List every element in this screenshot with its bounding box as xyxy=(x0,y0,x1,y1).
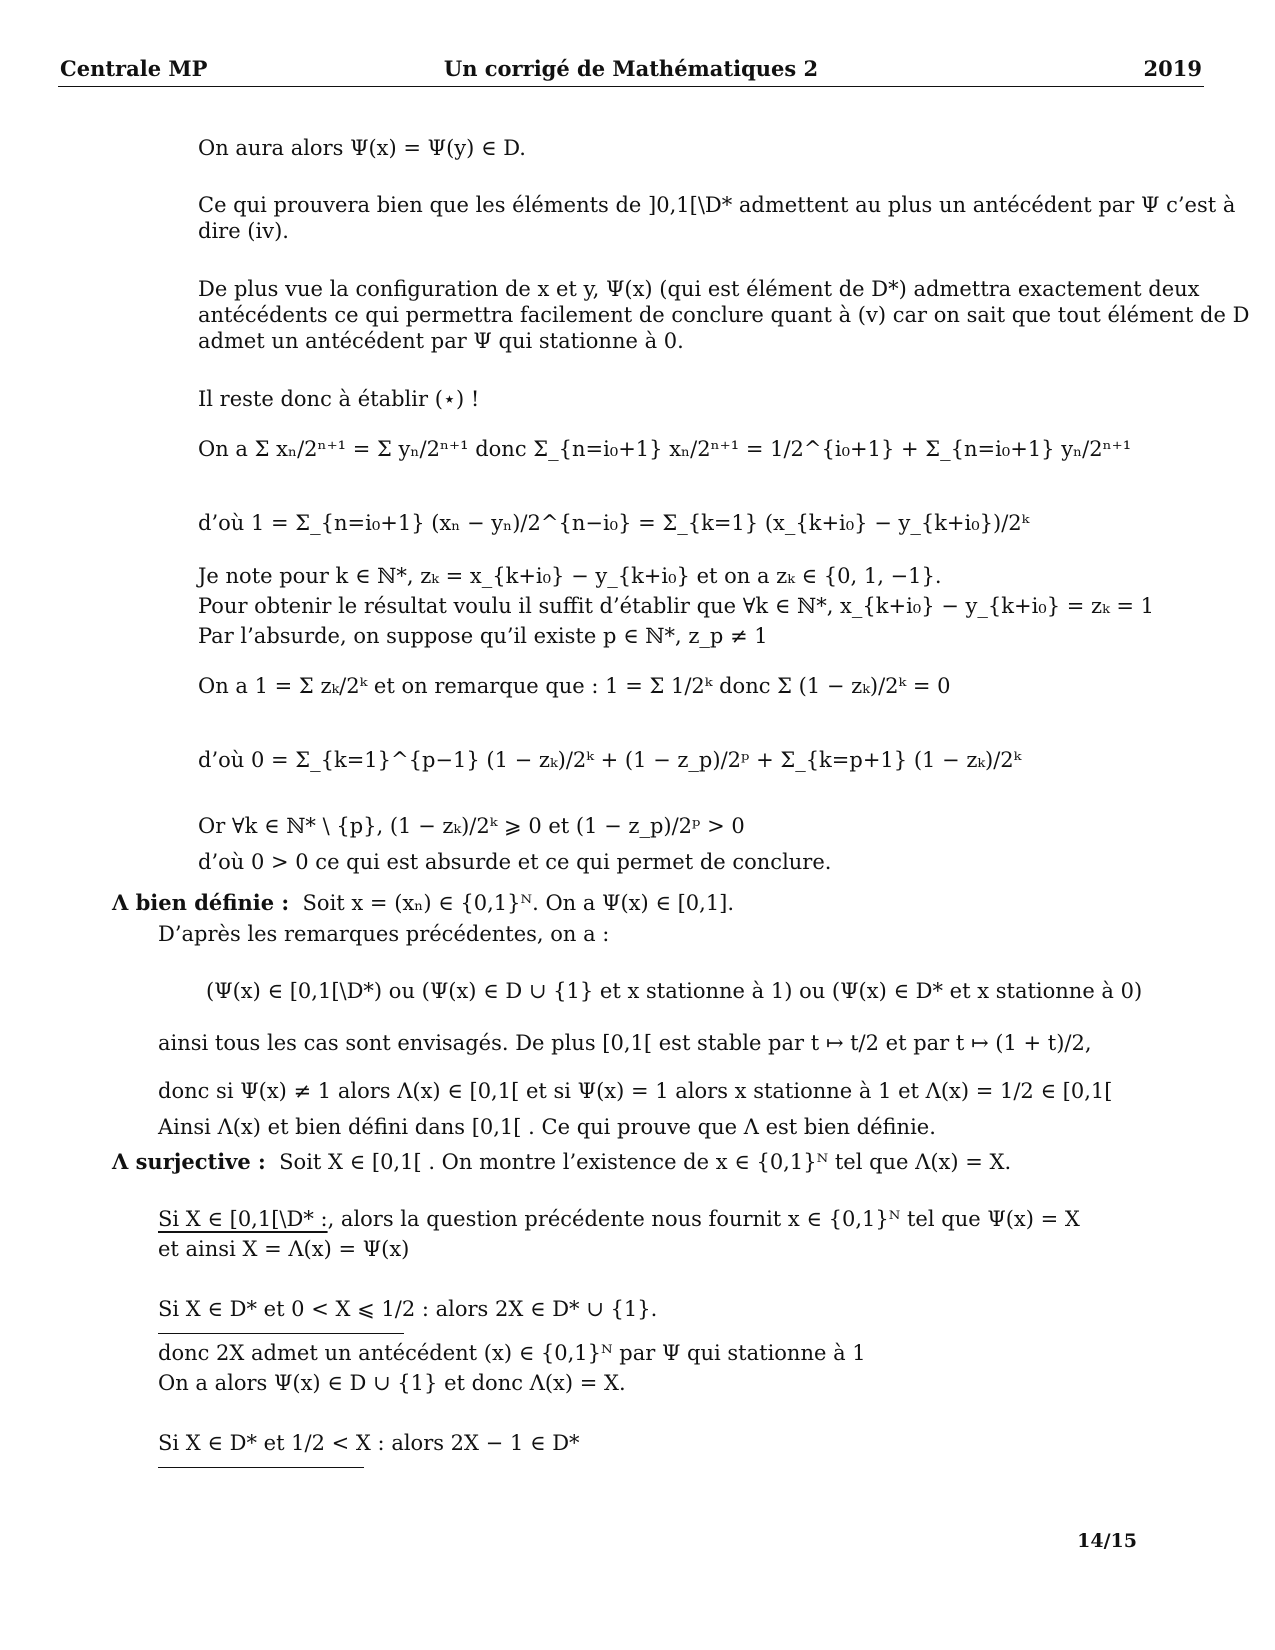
para-2b: dire (iv). xyxy=(198,219,289,243)
line-absurd: Par l’absurde, on suppose qu’il existe p ∈ ℕ*, z_p ≠ 1 xyxy=(198,624,768,648)
page-header xyxy=(58,56,1204,87)
lambda-surj-text: Soit X ∈ [0,1[ . On montre l’existence de x ∈ {0,1}ᴺ tel que Λ(x) = X. xyxy=(279,1150,1012,1174)
line-goal: Pour obtenir le résultat voulu il suffit d’établir que ∀k ∈ ℕ*, x_{k+i₀} − y_{k+i₀} = zₖ = 1 xyxy=(198,594,1155,618)
para-2a: Ce qui prouvera bien que les éléments de ]0,1[\D* admettent au plus un antécédent par Ψ c’est à xyxy=(198,193,1236,217)
case-3-underline xyxy=(158,1467,364,1468)
case-1-line xyxy=(158,1206,1080,1232)
lambda-defined-line xyxy=(112,890,734,916)
case-3-head: Si X ∈ D* et 1/2 < X : xyxy=(158,1431,385,1455)
equation-2: d’où 1 = Σ_{n=i₀+1} (xₙ − yₙ)/2^{n−i₀} = Σ_{k=1} (x_{k+i₀} − y_{k+i₀})/2ᵏ xyxy=(198,511,1030,535)
case-1-b: et ainsi X = Λ(x) = Ψ(x) xyxy=(158,1237,410,1261)
para-3b: antécédents ce qui permettra facilement de conclure quant à (v) car on sait que tout élément de D xyxy=(198,303,1250,327)
line-remarks: D’après les remarques précédentes, on a : xyxy=(158,922,610,946)
line-znote: Je note pour k ∈ ℕ*, zₖ = x_{k+i₀} − y_{k+i₀} et on a zₖ ∈ {0, 1, −1}. xyxy=(198,564,942,588)
header-center: Un corrigé de Mathématiques 2 xyxy=(443,56,819,81)
line-cases: (Ψ(x) ∈ [0,1[\D*) ou (Ψ(x) ∈ D ∪ {1} et x stationne à 1) ou (Ψ(x) ∈ D* et x stationne à 0) xyxy=(206,979,1143,1003)
lambda-surj-title: Λ surjective : xyxy=(112,1149,266,1174)
para-3a: De plus vue la configuration de x et y, Ψ(x) (qui est élément de D*) admettra exactement deux xyxy=(198,277,1200,301)
header-left: Centrale MP xyxy=(60,56,208,81)
equation-4: d’où 0 = Σ_{k=1}^{p−1} (1 − zₖ)/2ᵏ + (1 − z_p)/2ᵖ + Σ_{k=p+1} (1 − zₖ)/2ᵏ xyxy=(198,748,1022,772)
equation-5: Or ∀k ∈ ℕ* \ {p}, (1 − zₖ)/2ᵏ ⩾ 0 et (1 − z_p)/2ᵖ > 0 xyxy=(198,814,745,838)
case-3-line xyxy=(158,1430,580,1456)
case-1-text: , alors la question précédente nous fournit x ∈ {0,1}ᴺ tel que Ψ(x) = X xyxy=(327,1207,1080,1231)
para-4: Il reste donc à établir (⋆) ! xyxy=(198,387,480,411)
line-conclude: d’où 0 > 0 ce qui est absurde et ce qui permet de conclure. xyxy=(198,850,832,874)
line-well-defined: Ainsi Λ(x) et bien défini dans [0,1[ . Ce qui prouve que Λ est bien définie. xyxy=(158,1115,936,1139)
lambda-defined-title: Λ bien définie : xyxy=(112,890,290,915)
equation-6: ainsi tous les cas sont envisagés. De plus [0,1[ est stable par t ↦ t/2 et par t ↦ (1 + t)/2, xyxy=(158,1031,1092,1055)
para-3c: admet un antécédent par Ψ qui stationne à 0. xyxy=(198,329,684,353)
case-2-text: alors 2X ∈ D* ∪ {1}. xyxy=(435,1297,658,1321)
equation-7: donc si Ψ(x) ≠ 1 alors Λ(x) ∈ [0,1[ et si Ψ(x) = 1 alors x stationne à 1 et Λ(x) = 1/2 ∈ [0,1[ xyxy=(158,1079,1113,1103)
equation-3: On a 1 = Σ zₖ/2ᵏ et on remarque que : 1 = Σ 1/2ᵏ donc Σ (1 − zₖ)/2ᵏ = 0 xyxy=(198,674,951,698)
para-1: On aura alors Ψ(x) = Ψ(y) ∈ D. xyxy=(198,136,526,160)
equation-1: On a Σ xₙ/2ⁿ⁺¹ = Σ yₙ/2ⁿ⁺¹ donc Σ_{n=i₀+1} xₙ/2ⁿ⁺¹ = 1/2^{i₀+1} + Σ_{n=i₀+1} yₙ/2ⁿ⁺¹ xyxy=(198,437,1132,461)
case-1-head: Si X ∈ [0,1[\D* : xyxy=(158,1207,328,1231)
lambda-surj-line xyxy=(112,1149,1011,1175)
case-2-b: donc 2X admet un antécédent (x) ∈ {0,1}ᴺ par Ψ qui stationne à 1 xyxy=(158,1341,866,1365)
case-2-head: Si X ∈ D* et 0 < X ⩽ 1/2 : xyxy=(158,1297,429,1321)
page-number: 14/15 xyxy=(1077,1530,1137,1552)
lambda-defined-text: Soit x = (xₙ) ∈ {0,1}ᴺ. On a Ψ(x) ∈ [0,1]. xyxy=(302,891,735,915)
header-right: 2019 xyxy=(1143,56,1202,81)
case-2-underline xyxy=(158,1333,404,1334)
case-2-c: On a alors Ψ(x) ∈ D ∪ {1} et donc Λ(x) = X. xyxy=(158,1371,626,1395)
case-3-text: alors 2X − 1 ∈ D* xyxy=(391,1431,580,1455)
case-2-line xyxy=(158,1296,657,1322)
